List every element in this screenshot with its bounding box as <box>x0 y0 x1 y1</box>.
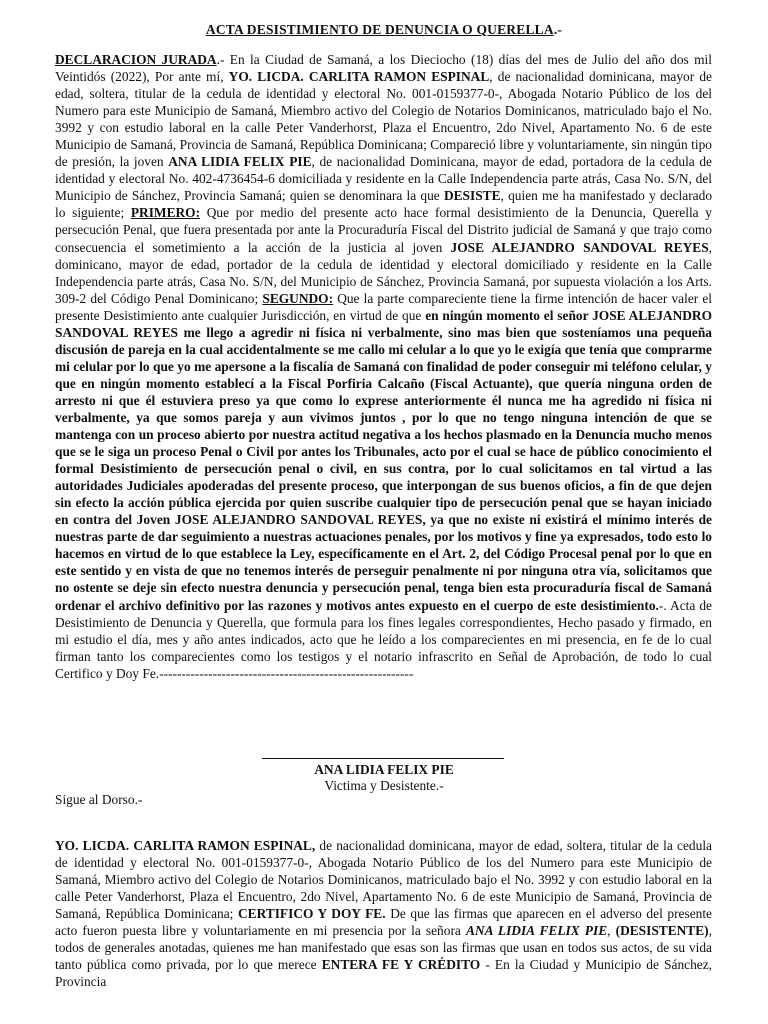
p2-text-run: , <box>607 923 616 939</box>
p2-text-run: YO. LICDA. CARLITA RAMON ESPINAL, <box>55 838 316 853</box>
document-title-suffix: .- <box>553 22 563 37</box>
document-title <box>0 22 768 38</box>
p1-text-run: , de nacionalidad Dominicana, mayor de edad, portadora de la cedula de identidad y electoral No. 402-4736454-6 domiciliada y residente en la Calle Independencia parte atrás, Casa No. S/N, del Municipio de Sánchez, Provincia Samaná; quien se denominara la que <box>55 154 712 204</box>
signature-line <box>262 758 504 759</box>
signatory-name: ANA LIDIA FELIX PIE <box>314 762 454 777</box>
p1-text-run: JOSE ALEJANDRO SANDOVAL REYES <box>450 239 709 255</box>
p1-text-run: .- En la Ciudad de Samaná, a los Dieciocho (18) días del mes de Julio del año dos mil Veintidós (2022), Por ante mí, <box>55 52 712 85</box>
p1-text-run: DECLARACION JURADA <box>55 52 217 67</box>
p1-text-run: , de nacionalidad dominicana, mayor de edad, soltera, titular de la cedula de identidad y electoral No. 001-0159377-0-, Abogada Notario Público de los del Numero para este Municipio de Samaná, Miembro activo del Colegio de Notarios Dominicanos, matriculado bajo el No. 3992 y con estudio laboral en la calle Peter Vanderhorst, Plaza el Encuentro, 2do Nivel, Apartamento No. 6 de este Municipio de Samaná, Provincia de Samaná, República Dominicana; Compareció libre y voluntariamente, sin ningún tipo de presión, la joven <box>55 69 712 170</box>
p2-text-run: - En la Ciudad y Municipio de Sánchez, Provincia <box>55 957 713 990</box>
p1-text-run: DESISTE <box>443 188 501 204</box>
p1-text-run: YO. LICDA. CARLITA RAMON ESPINAL <box>228 69 490 85</box>
signatory-role: Victima y Desistente.- <box>324 778 444 793</box>
continued-note: Sigue al Dorso.- <box>55 792 143 807</box>
p1-text-run: Que por medio del presente acto hace formal desistimiento de la Denuncia, Querella y persecución Penal, que fuera presentada por ante la Procuraduría Fiscal del Distrito judicial de Samaná y que trajo como consecuencia el sometimiento a la acción de la justicia al joven <box>55 205 712 255</box>
p1-text-run: PRIMERO: <box>130 205 201 221</box>
p2-text-run: ANA LIDIA FELIX PIE <box>465 923 608 939</box>
notary-certification-paragraph <box>55 837 712 990</box>
p1-text-run: ANA LIDIA FELIX PIE <box>168 154 312 170</box>
p2-text-run: De que las firmas que aparecen en el adverso del presente acto fueron puesta libre y voluntariamente en mi presencia por la señora <box>55 906 712 939</box>
p1-text-run: en ningún momento el señor JOSE ALEJANDRO SANDOVAL REYES me llego a agredir ni física ni verbalmente, sino mas bien que sosteníamos una pequeña discusión de pareja en la cual accidentalmente se me callo mi celular a lo que yo le exigía que tenía que comprarme mi celular por lo que yo me apersone a la fiscalía de Samaná con finalidad de poder conseguir mi teléfono celular, y que en ningún momento establecí a la Fiscal Porfiria Calcaño (Fiscal Actuante), que quería ninguna orden de arresto ni que él estuviera preso ya que como lo exprese anteriormente él nunca me ha agredido ni física ni verbalmente, ya que somos pareja y aun vivimos juntos , por lo que no tengo ninguna intención de que se mantenga con un proceso abierto por nuestra actitud negativa a los hechos plasmado en la Denuncia mucho menos que se le siga un proceso Penal o Civil por antes los Tribunales, acto por el cual se hace de público conocimiento el formal Desistimiento de persecución penal o civil, en sus contra, por lo cual solicitamos en tal virtud a las autoridades Judiciales apoderadas del presente proceso, que interpongan de sus buenos oficios, a fin de que dejen sin efecto la acción pública ejercida por quien suscribe cualquier tipo de persecución penal que se hayan iniciado en contra del Joven JOSE ALEJANDRO SANDOVAL REYES, ya que no existe ni existirá el mínimo interés de nuestras parte de dar seguimiento a nuestras actuaciones penales, por los motivos y fine ya expresados, todo esto lo hacemos en virtud de lo que establece la Ley, específicamente en el Art. 2, del Código Procesal penal por lo que en este sentido y en vista de que no tenemos interés de perseguir penalmente ni por ninguna otra vía, solicitamos que no ostente se deje sin efecto nuestra denuncia y persecución penal, tenga bien esta procuraduría fiscal de Samaná ordenar el archivo definitivo por las razones y motivos antes expuesto en el cuerpo de este desistimiento. <box>55 307 713 613</box>
document-title-text: ACTA DESISTIMIENTO DE DENUNCIA O QUERELLA <box>205 22 554 37</box>
p2-text-run: de nacionalidad dominicana, mayor de edad, soltera, titular de la cedula de identidad y electoral No. 001-0159377-0-, Abogada Notario Público de los del Numero para este Municipio de Samaná, Miembro activo del Colegio de Notarios Dominicanos, matriculado bajo el No. 3992 y con estudio laboral en la calle Peter Vanderhorst, Plaza el Encuentro, 2do Nivel, Apartamento No. 6 de este Municipio de Samaná, Provincia de Samaná, República Dominicana; <box>55 838 712 922</box>
sworn-declaration-paragraph <box>55 51 712 682</box>
p2-text-run: ENTERA FE Y CRÉDITO <box>321 957 481 973</box>
p1-text-run: -. Acta de Desistimiento de Denuncia y Querella, que formula para los fines legales correspondientes, Hecho pasado y firmado, en mi estudio el día, mes y año antes indicados, acto que he leído a los comparecientes en mi presencia, en fe de lo cual firman tanto los comparecientes como los testigos y el notario infrascrito en Señal de Aprobación, de todo lo cual Certifico y Doy Fe.--------------------------------------------------------- <box>55 597 712 681</box>
p1-text-run: Que la parte compareciente tiene la firme intención de hacer valer el presente Desistimiento ante cualquier Jurisdicción, en virtud de que <box>55 290 713 323</box>
p1-text-run: , dominicano, mayor de edad, portador de la cedula de identidad y electoral domiciliado y residente en la Calle Independencia parte atrás, Casa No. S/N, del Municipio de Sánchez, Provincia Samaná, por supuesta violación a los Arts. 309-2 del Código Penal Dominicano; <box>55 239 712 306</box>
p1-text-run: SEGUNDO: <box>262 290 334 306</box>
p2-text-run: , todos de generales anotadas, quienes me han manifestado que esas son las firmas que usan en todos sus actos, de su vida tanto pública como privada, por lo que merece <box>55 923 712 973</box>
p2-text-run: CERTIFICO Y DOY FE. <box>237 906 386 922</box>
p2-text-run: (DESISTENTE) <box>615 923 709 939</box>
p1-text-run: , quien me ha manifestado y declarado lo siguiente; <box>55 188 713 221</box>
